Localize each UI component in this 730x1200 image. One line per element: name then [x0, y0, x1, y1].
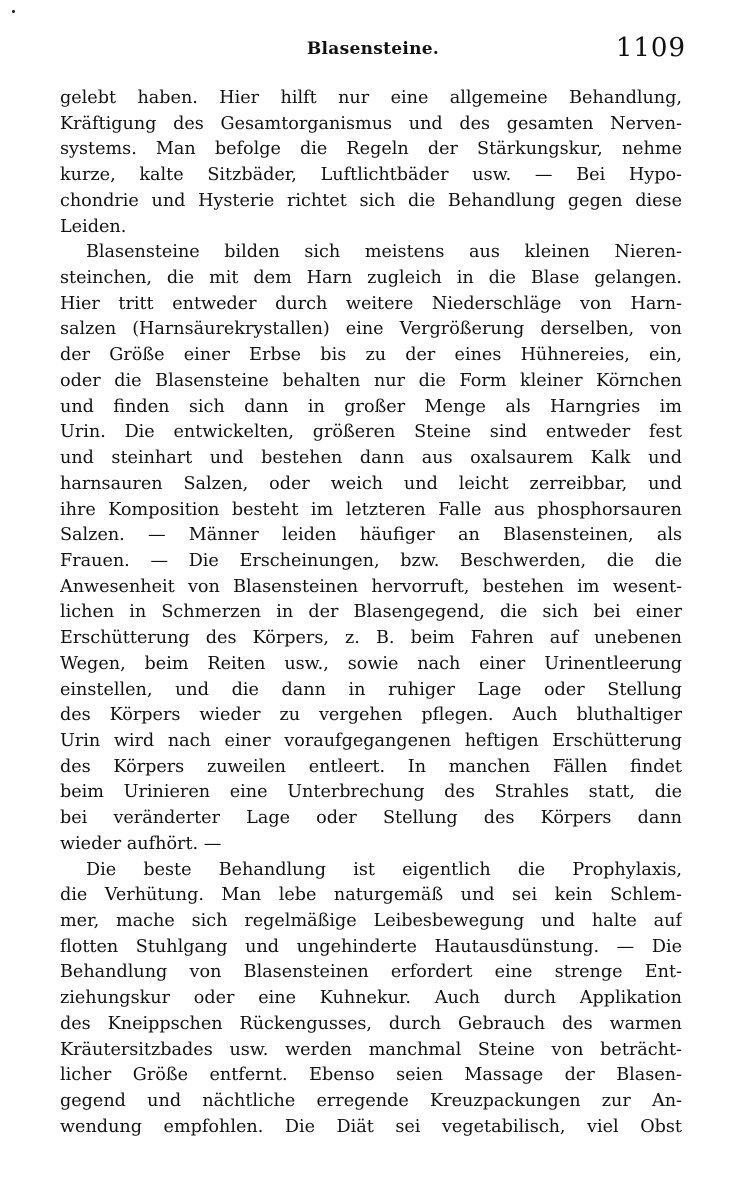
text-line: und steinhart und bestehen dann aus oxalsaurem Kalk und: [60, 448, 682, 469]
text-line: mer, mache sich regelmäßige Leibesbewegung und halte auf: [60, 911, 682, 931]
text-line: Urin. Die entwickelten, größeren Steine sind entweder fest: [60, 422, 682, 443]
page-header: [60, 33, 686, 67]
text-line: steinchen, die mit dem Harn zugleich in die Blase gelangen.: [60, 268, 682, 289]
text-line: chondrie und Hysterie richtet sich die Behandlung gegen diese: [60, 190, 682, 211]
print-speck: [12, 10, 15, 13]
text-line: die Verhütung. Man lebe naturgemäß und sei kein Schlem-: [60, 885, 682, 906]
text-line: systems. Man befolge die Regeln der Stärkungskur, nehme: [60, 139, 682, 160]
text-line: gegend und nächtliche erregende Kreuzpackungen zur An-: [60, 1091, 682, 1112]
text-line: licher Größe entfernt. Ebenso seien Massage der Blasen-: [60, 1065, 682, 1086]
text-line: Wegen, beim Reiten usw., sowie nach einer Urinentleerung: [60, 653, 682, 674]
text-line: einstellen, und die dann in ruhiger Lage oder Stellung: [60, 679, 682, 700]
text-line: Frauen. — Die Erscheinungen, bzw. Beschwerden, die die: [60, 550, 682, 571]
text-line: Kräutersitzbades usw. werden manchmal Steine von beträcht-: [60, 1039, 682, 1060]
text-line: oder die Blasensteine behalten nur die Form kleiner Körnchen: [60, 370, 682, 391]
text-line: des Körpers wieder zu vergehen pflegen. Auch bluthaltiger: [60, 705, 682, 726]
text-line: Anwesenheit von Blasensteinen hervorruft, bestehen im wesent-: [60, 576, 682, 597]
text-line: ziehungskur oder eine Kuhnekur. Auch durch Applikation: [60, 988, 682, 1009]
text-line: kurze, kalte Sitzbäder, Luftlichtbäder usw. — Bei Hypo-: [60, 165, 682, 186]
text-line: ihre Komposition besteht im letzteren Falle aus phosphorsauren: [60, 499, 682, 520]
text-line: Leiden.: [60, 216, 127, 237]
text-line: wieder aufhört. —: [60, 833, 222, 854]
text-line: des Körpers zuweilen entleert. In manchen Fällen findet: [60, 756, 682, 777]
text-line: salzen (Harnsäurekrystallen) eine Vergrößerung derselben, von: [60, 319, 682, 340]
running-title: Blasensteine.: [306, 39, 440, 59]
text-line: und finden sich dann in großer Menge als Harngries im: [60, 396, 682, 417]
text-line: lichen in Schmerzen in der Blasengegend, die sich bei einer: [60, 602, 682, 623]
page-number: 1109: [615, 33, 686, 63]
text-line: des Kneippschen Rückengusses, durch Gebrauch des warmen: [60, 1013, 682, 1034]
text-line: wendung empfohlen. Die Diät sei vegetabilisch, viel Obst: [60, 1116, 682, 1137]
text-line: Kräftigung des Gesamtorganismus und des gesamten Nerven-: [60, 113, 682, 134]
text-line: Erschütterung des Körpers, z. B. beim Fahren auf unebenen: [60, 628, 682, 649]
text-line: flotten Stuhlgang und ungehinderte Hautausdünstung. — Die: [60, 936, 682, 957]
text-line: Hier tritt entweder durch weitere Niederschläge von Harn-: [60, 293, 682, 314]
body-text: [60, 86, 682, 1140]
text-line: bei veränderter Lage oder Stellung des Körpers dann: [60, 808, 682, 829]
paragraph-start-line: Die beste Behandlung ist eigentlich die Prophylaxis,: [86, 859, 682, 880]
text-line: beim Urinieren eine Unterbrechung des Strahles statt, die: [60, 782, 682, 803]
text-line: Urin wird nach einer voraufgegangenen heftigen Erschütterung: [60, 730, 682, 751]
text-line: harnsauren Salzen, oder weich und leicht zerreibbar, und: [60, 473, 682, 494]
text-line: gelebt haben. Hier hilft nur eine allgemeine Behandlung,: [60, 88, 682, 108]
text-line: der Größe einer Erbse bis zu der eines Hühnereies, ein,: [60, 345, 682, 366]
paragraph-start-line: Blasensteine bilden sich meistens aus kleinen Nieren-: [86, 242, 682, 263]
text-line: Salzen. — Männer leiden häufiger an Blasensteinen, als: [60, 525, 682, 546]
text-line: Behandlung von Blasensteinen erfordert eine strenge Ent-: [60, 962, 682, 983]
